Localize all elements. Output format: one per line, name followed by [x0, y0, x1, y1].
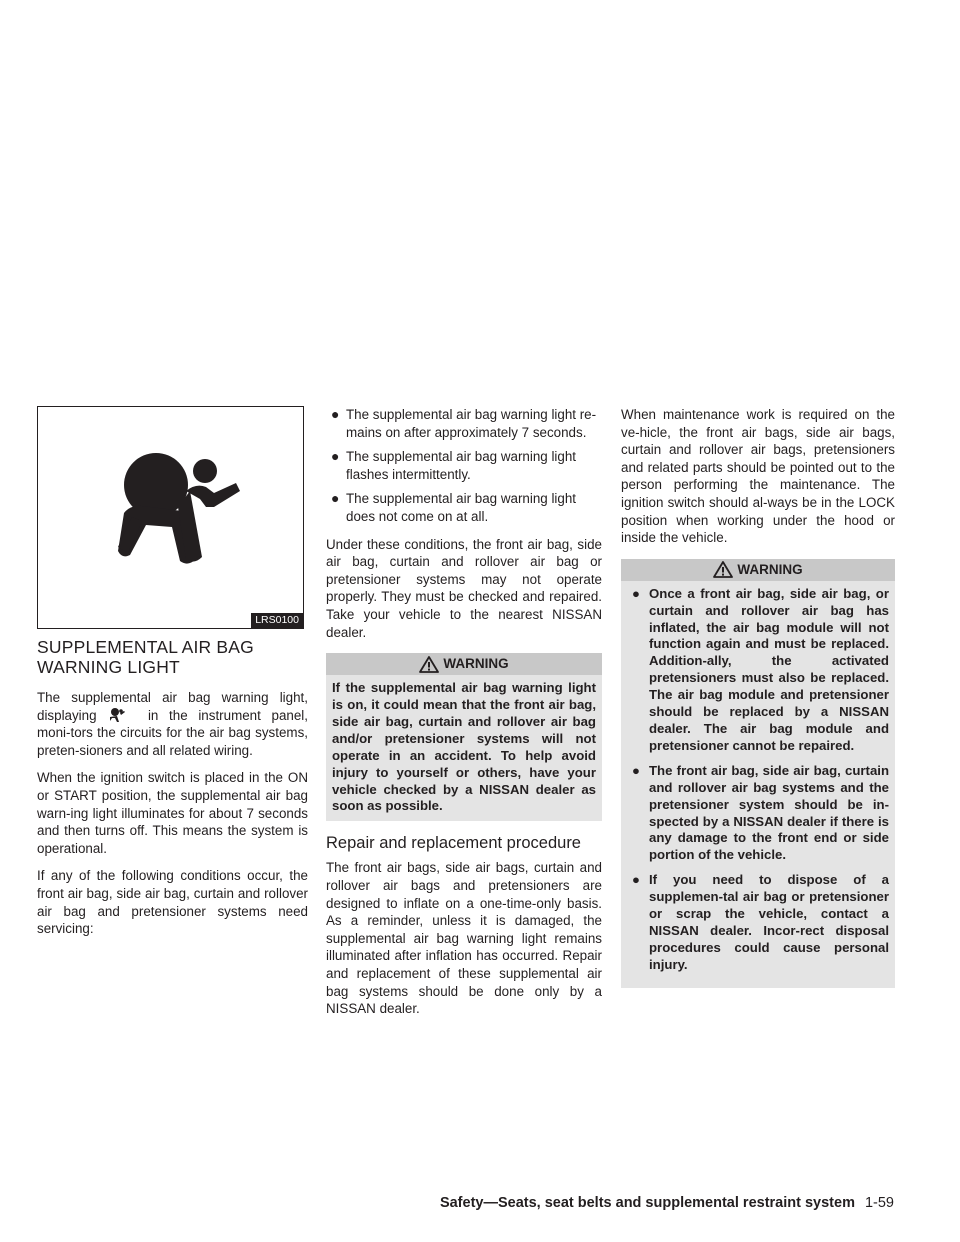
- airbag-figure: [37, 406, 304, 629]
- list-item: [326, 490, 602, 525]
- repair-heading: Repair and replacement procedure: [326, 834, 581, 853]
- column-middle: [326, 406, 602, 1028]
- conditions-paragraph: If any of the following conditions occur, the front air bag, side air bag, curtain and rollover air bag and pretensioner systems need servicing:: [37, 868, 308, 937]
- page-number: 1-59: [864, 1195, 894, 1211]
- warning-heading: WARNING: [737, 561, 803, 577]
- list-item-text: The supplemental air bag warning light flashes intermittently.: [346, 449, 577, 482]
- list-item: [326, 448, 602, 483]
- list-item: [627, 763, 889, 864]
- bullet-icon: ●: [632, 872, 640, 888]
- warning-text: If the supplemental air bag warning light is on, it could mean that the front air bag, side air bag, curtain and rollover air bag and/or pretensioner systems will not operate in an accident. To help avoid injury to yourself or others, have your vehicle checked by a NISSAN dealer as soon as possible.: [332, 680, 596, 814]
- bullet-icon: ●: [331, 448, 340, 465]
- warning-box: [326, 653, 602, 821]
- warning-heading: WARNING: [443, 656, 509, 672]
- section-title-line2: WARNING LIGHT: [37, 657, 180, 677]
- column-right: [621, 406, 895, 998]
- under-conditions-paragraph: Under these conditions, the front air bag, side air bag, curtain and rollover air bag or pretensioner systems may not operate properly. They must be checked and repaired. Take your vehicle to the nearest NISSAN dealer.: [326, 536, 602, 640]
- section-title-line1: SUPPLEMENTAL AIR BAG: [37, 637, 254, 657]
- bullet-icon: ●: [632, 762, 640, 778]
- list-item: [627, 872, 889, 973]
- intro-paragraph: [37, 689, 308, 759]
- warning-header: [326, 653, 602, 675]
- list-item-text: If you need to dispose of a supplemen-tal air bag or pretensioner or scrap the vehicle, contact a NISSAN dealer. Incor-rect disposal procedures could cause personal injury.: [649, 872, 889, 972]
- airbag-warning-icon: [38, 407, 303, 628]
- list-item-text: The supplemental air bag warning light re-mains on after approximately 7 seconds.: [346, 407, 597, 440]
- ignition-paragraph: When the ignition switch is placed in the ON or START position, the supplemental air bag warn-ing light illuminates for about 7 seconds and then turns off. This means the system is operational.: [37, 770, 308, 856]
- list-item-text: The supplemental air bag warning light does not come on at all.: [346, 491, 577, 524]
- page-footer: [420, 1194, 894, 1212]
- bullet-icon: ●: [331, 406, 340, 422]
- airbag-warning-inline-icon: [107, 707, 137, 723]
- bullet-icon: ●: [331, 490, 340, 507]
- list-item-text: Once a front air bag, side air bag, or curtain and rollover air bag has inflated, the air bag module will not function again and must be replaced. Addition-ally, the activated pretensioners must also be replaced. The air bag module and pretensioner should be replaced by a NISSAN dealer. The air bag module and pretensioner cannot be repaired.: [649, 585, 889, 753]
- warning-list: [627, 586, 889, 974]
- section-title: [37, 637, 308, 677]
- footer-title: Safety—Seats, seat belts and supplemental restraint system: [439, 1195, 855, 1211]
- intro-text-2: in the instrument panel, moni-tors the circuits for the air bag systems, preten-sioners and all related wiring.: [37, 707, 308, 758]
- warning-triangle-icon: [713, 561, 733, 578]
- column-left: [37, 406, 308, 948]
- list-item: [627, 586, 889, 755]
- conditions-list: [326, 406, 602, 526]
- warning-box: [621, 559, 895, 988]
- repair-paragraph: The front air bags, side air bags, curtain and rollover air bags and pretensioners are designed to inflate on a one-time-only basis. As a reminder, unless it is damaged, the supplemental air bag warning light remains illuminated after inflation has occurred. Repair and replacement of these supplemental air bag systems should be done only by a NISSAN dealer.: [326, 860, 602, 1017]
- intro-text-1: The supplemental air bag warning light, displaying: [37, 690, 308, 723]
- warning-triangle-icon: [419, 656, 439, 673]
- maintenance-paragraph: When maintenance work is required on the ve-hicle, the front air bags, side air bags, curtain and rollover air bags, pretensioners and related parts should be pointed out to the person performing the maintenance. The ignition switch should al-ways be in the LOCK position when working under the hood or inside the vehicle.: [621, 407, 895, 546]
- figure-label: LRS0100: [251, 613, 303, 628]
- list-item: [326, 406, 602, 441]
- bullet-icon: ●: [632, 585, 640, 601]
- warning-header: [621, 559, 895, 581]
- list-item-text: The front air bag, side air bag, curtain and rollover air bag systems and the pretensioner system should be in-spected by a NISSAN dealer if there is any damage to the front end or side portion of the vehicle.: [649, 762, 889, 863]
- warning-body: [621, 581, 895, 974]
